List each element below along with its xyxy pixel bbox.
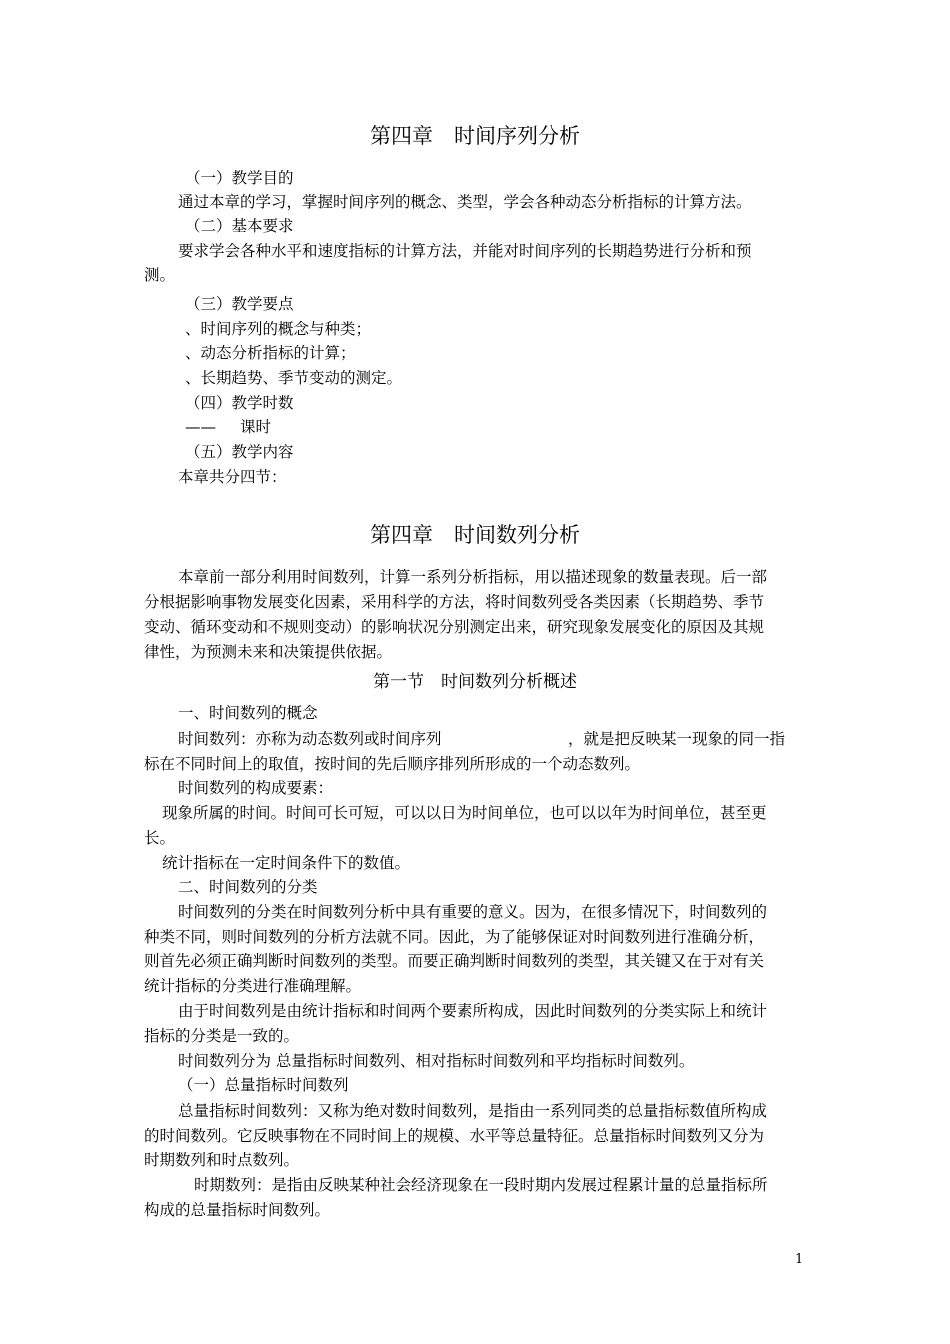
list-item: 、长期趋势、季节变动的测定。: [185, 369, 403, 387]
paragraph-line: 时期数列和时点数列。: [144, 1151, 300, 1169]
section-label: （三）教学要点: [185, 295, 294, 313]
list-item: 、时间序列的概念与种类；: [185, 320, 372, 338]
paragraph-line: 长。: [144, 829, 176, 847]
paragraph-line: 的时间数列。它反映事物在不同时间上的规模、水平等总量特征。总量指标时间数列又分为: [144, 1127, 765, 1145]
hours-unit: 课时: [240, 418, 272, 436]
paragraph-line: 现象所属的时间。时间可长可短，可以以日为时间单位，也可以以年为时间单位，甚至更: [162, 804, 767, 822]
section-label: （一）教学目的: [185, 169, 294, 187]
paragraph-line: 由于时间数列是由统计指标和时间两个要素所构成，因此时间数列的分类实际上和统计: [178, 1002, 768, 1020]
paragraph: 时间数列分为 总量指标时间数列、相对指标时间数列和平均指标时间数列。: [178, 1052, 695, 1070]
paragraph: 统计指标在一定时间条件下的数值。: [162, 854, 411, 872]
paragraph: 时间数列的构成要素：: [178, 779, 334, 797]
list-item: 、动态分析指标的计算；: [185, 344, 356, 362]
page-number: 1: [795, 1252, 804, 1267]
paragraph-line: 变动、循环变动和不规则变动）的影响状况分别测定出来，研究现象发展变化的原因及其规: [144, 618, 765, 636]
chapter-title: 第四章 时间序列分析: [370, 124, 580, 148]
section-title: 第一节 时间数列分析概述: [373, 672, 577, 692]
subheading: 一、时间数列的概念: [178, 704, 318, 722]
paragraph-line: 律性，为预测未来和决策提供依据。: [144, 643, 393, 661]
paragraph-line: 总量指标时间数列：又称为绝对数时间数列，是指由一系列同类的总量指标数值所构成: [178, 1102, 768, 1120]
paragraph-line: 标在不同时间上的取值，按时间的先后顺序排列所形成的一个动态数列。: [144, 755, 641, 773]
section-label: （二）基本要求: [185, 217, 294, 235]
chapter-title: 第四章 时间数列分析: [370, 523, 580, 547]
paragraph: 要求学会各种水平和速度指标的计算方法，并能对时间序列的长期趋势进行分析和预: [178, 242, 752, 260]
paragraph: 通过本章的学习，掌握时间序列的概念、类型，学会各种动态分析指标的计算方法。: [178, 193, 752, 211]
paragraph-line: 时间数列：亦称为动态数列或时间序列: [178, 730, 442, 748]
paragraph: 本章共分四节：: [178, 468, 287, 486]
paragraph: 测。: [144, 266, 176, 284]
paragraph-line: 种类不同，则时间数列的分析方法就不同。因此，为了能够保证对时间数列进行准确分析，: [144, 928, 765, 946]
paragraph-line: ，就是把反映某一现象的同一指: [568, 730, 786, 748]
paragraph-line: 本章前一部分利用时间数列，计算一系列分析指标，用以描述现象的数量表现。后一部: [178, 568, 768, 586]
paragraph-line: 指标的分类是一致的。: [144, 1027, 300, 1045]
paragraph-line: 时间数列的分类在时间数列分析中具有重要的意义。因为，在很多情况下，时间数列的: [178, 903, 768, 921]
paragraph-line: 时期数列：是指由反映某种社会经济现象在一段时期内发展过程累计量的总量指标所: [194, 1176, 768, 1194]
blank-dash: ——: [185, 418, 216, 436]
paragraph-line: 构成的总量指标时间数列。: [144, 1201, 331, 1219]
section-label: （五）教学内容: [185, 443, 294, 461]
paragraph-line: 统计指标的分类进行准确理解。: [144, 977, 362, 995]
paragraph-line: 则首先必须正确判断时间数列的类型。而要正确判断时间数列的类型，其关键又在于对有关: [144, 952, 765, 970]
paragraph-line: 分根据影响事物发展变化因素，采用科学的方法，将时间数列受各类因素（长期趋势、季节: [144, 593, 765, 611]
section-label: （四）教学时数: [185, 394, 294, 412]
subheading: （一）总量指标时间数列: [178, 1076, 349, 1094]
subheading: 二、时间数列的分类: [178, 878, 318, 896]
